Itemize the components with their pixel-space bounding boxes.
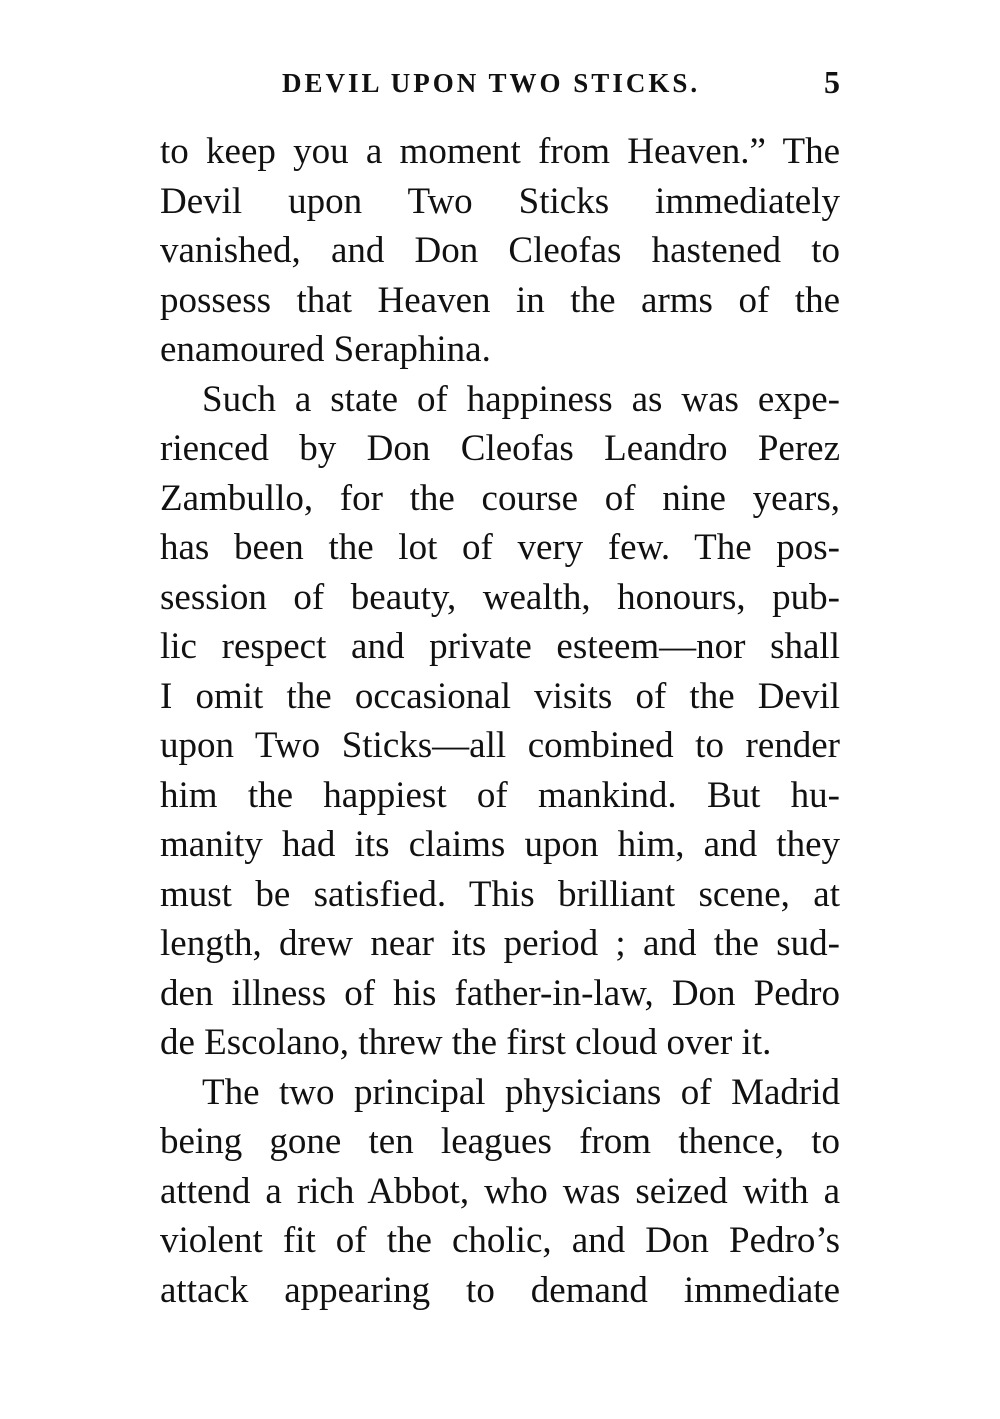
text-line: attend a rich Abbot, who was seized with a	[160, 1170, 840, 1212]
text-line: him the happiest of mankind. But hu-	[160, 774, 840, 816]
text-line: The two principal physicians of Madrid	[202, 1071, 840, 1113]
text-line: Devil upon Two Sticks immediately	[160, 180, 840, 222]
text-line: upon Two Sticks—all combined to render	[160, 725, 840, 766]
text-line: violent fit of the cholic, and Don Pedro’s	[160, 1220, 840, 1261]
text-line: I omit the occasional visits of the Devil	[160, 675, 840, 717]
text-line: rienced by Don Cleofas Leandro Perez	[160, 428, 840, 469]
text-line: Such a state of happiness as was expe-	[202, 378, 840, 420]
body-text	[160, 127, 840, 1315]
text-line: lic respect and private esteem—nor shall	[160, 626, 840, 667]
page-number: 5	[824, 64, 840, 100]
text-line: den illness of his father-in-law, Don Pedro	[160, 972, 840, 1014]
text-line: de Escolano, threw the first cloud over it.	[160, 1022, 772, 1063]
text-line: manity had its claims upon him, and they	[160, 824, 840, 865]
text-line: must be satisfied. This brilliant scene, at	[160, 873, 840, 915]
text-line: to keep you a moment from Heaven.” The	[160, 131, 840, 172]
running-head	[160, 64, 840, 108]
paragraph-1	[160, 127, 840, 375]
text-line: session of beauty, wealth, honours, pub-	[160, 576, 840, 618]
text-line: enamoured Seraphina.	[160, 329, 491, 370]
text-line: has been the lot of very few. The pos-	[160, 527, 840, 568]
text-line: possess that Heaven in the arms of the	[160, 279, 840, 321]
paragraph-3	[160, 1068, 840, 1316]
text-line: attack appearing to demand immediate	[160, 1269, 840, 1311]
running-title: DEVIL UPON TWO STICKS.	[282, 68, 701, 98]
paragraph-2	[160, 375, 840, 1068]
text-line: Zambullo, for the course of nine years,	[160, 477, 840, 519]
text-line: vanished, and Don Cleofas hastened to	[160, 230, 840, 271]
text-line: length, drew near its period ; and the sud-	[160, 923, 840, 964]
text-line: being gone ten leagues from thence, to	[160, 1121, 840, 1162]
